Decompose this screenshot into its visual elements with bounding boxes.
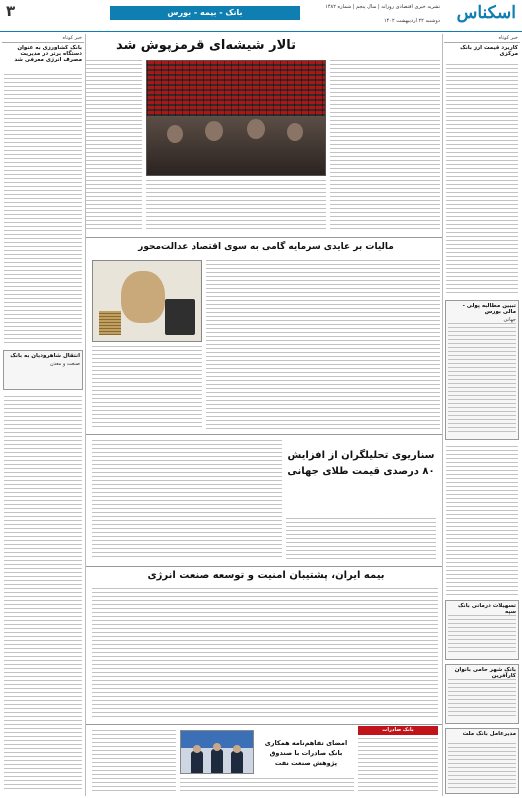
insurance-story-text [92,588,438,720]
person [191,751,203,774]
right-box-4 [445,728,519,794]
insurance-headline: بیمه ایران، پشتیبان امنیت و توسعه صنعت انرژی [147,570,385,581]
coin-stack [99,311,121,335]
right-box-1-text [448,323,516,435]
center-area [86,34,442,796]
lead-story-text-bottom [146,180,326,232]
issue-info: نشریه خبری اقتصادی روزانه | سال پنجم | شماره ۱۴۸۲ [325,4,440,10]
right-box-3 [445,664,519,724]
person-head [247,119,265,139]
masthead [0,0,522,31]
ticker-board [147,61,325,124]
right-box-1 [445,300,519,440]
left-column-label: خبر کوتاه [2,34,84,43]
right-box-2-headline: تسهیلات درمانی بانک سپه [458,603,516,615]
header-rule [0,31,522,32]
stock-market-photo [146,60,326,176]
signing-ceremony-photo [180,730,254,774]
story-divider [86,566,442,567]
bottom-left-story-text [92,730,176,794]
story-divider [86,434,442,435]
left-column-headline: بانک کشاورزی به عنوان دستگاه برتر در مدیریت مصرف انرژی معرفی شد [14,45,82,63]
lead-story-text-left [86,60,142,232]
right-box-4-headline: مدیرعامل بانک ملت [462,731,516,737]
right-column [444,34,520,796]
right-column-text-2 [446,446,518,596]
left-column-text-2 [4,396,82,792]
issue-date: دوشنبه ۲۲ اردیبهشت ۱۴۰۲ [383,18,440,24]
bank-story-text [358,738,438,794]
left-box-headline: انتقال شاهرودیان به بانک [10,353,80,359]
lead-story-text-right [330,60,440,232]
money-bag-photo [92,260,202,342]
gold-headline: سناریوی تحلیلگران از افزایش ۸۰ درصدی قیمت طلای جهانی [287,450,435,477]
person [231,751,243,774]
right-box-2 [445,600,519,660]
person-head [213,743,221,751]
left-column [2,34,84,796]
person-head [193,745,201,753]
right-box-3-headline: بانک شهر حامی بانوان کارآفرین [454,667,516,679]
right-column-label: خبر کوتاه [444,34,520,43]
tax-headline: مالیات بر عایدی سرمایه گامی به سوی اقتصاد عدالت‌محور [138,242,394,252]
bank-headline: امضای تفاهم‌نامه همکاری بانک صادرات با صندوق پژوهش صنعت نفت [264,739,348,767]
person-head [287,123,303,141]
tax-story-text [206,260,440,430]
left-box-sub: صنعت و معدن [49,361,80,367]
story-divider [86,237,442,238]
section-banner: بانک - بیمه - بورس [110,6,300,20]
right-column-text [446,64,518,294]
calculator [165,299,195,335]
person-head [167,125,183,143]
right-column-headline: کاربرد قیمت ارز بانک مرکزی [460,45,518,57]
bank-tag: بانک صادرات [358,726,438,735]
right-box-1-sub: جهانی [503,317,516,323]
right-box-2-text [448,615,516,655]
newspaper-logo: اسکناس [456,3,516,23]
gold-story-text [92,440,282,560]
gold-story-lead [286,518,436,562]
story-divider [86,724,442,725]
bank-photo-caption [180,778,354,794]
person [211,749,223,774]
money-bag [121,271,165,323]
right-box-1-headline: تبیین مطالبه پولی - مالی بورس [462,303,516,315]
page-number: ۳ [6,2,16,20]
left-column-text [4,74,82,344]
person-head [233,745,241,753]
column-divider-right [442,34,443,796]
lead-headline: تالار شیشه‌ای قرمزپوش شد [115,38,297,53]
right-box-3-text [448,679,516,719]
left-box [3,350,83,390]
person-head [205,121,223,141]
right-box-4-text [448,743,516,789]
tax-story-text-bottom [92,346,202,430]
